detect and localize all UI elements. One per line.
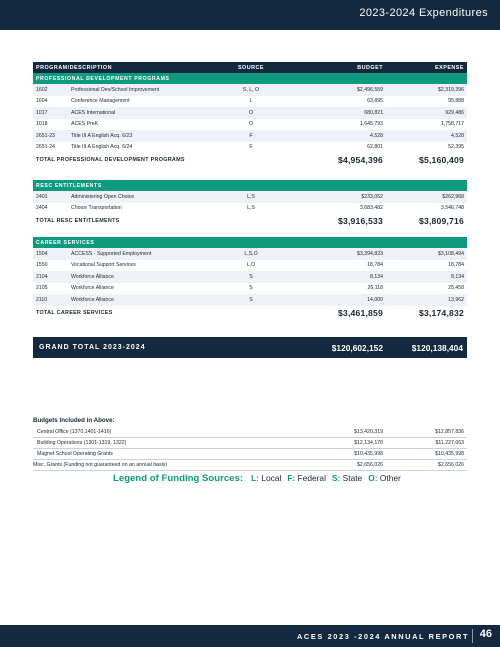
row-expense: 929,486 (445, 109, 464, 116)
row-desc: Workforce Alliance (71, 273, 114, 280)
budget-row-budget: $12,134,170 (354, 440, 383, 446)
section-total-row (33, 306, 467, 320)
section-total-row (33, 153, 467, 167)
col-expense: EXPENSE (435, 64, 464, 71)
row-source: O (248, 121, 254, 128)
table-row (33, 96, 467, 108)
row-budget: 8,134 (370, 273, 383, 280)
legend-title: Legend of Funding Sources: (113, 473, 244, 484)
budget-row-expense: $2,656,026 (438, 462, 464, 468)
table-row (33, 283, 467, 295)
budget-row-label: Misc. Grants (Funding not guaranteed on an annual basis) (33, 462, 168, 468)
table-header (33, 62, 467, 73)
section-professional-development (33, 73, 467, 167)
page-title: 2023-2024 Expenditures (359, 7, 488, 19)
grand-total-label: GRAND TOTAL 2023-2024 (39, 344, 146, 351)
table-row (33, 107, 467, 119)
table-row (33, 271, 467, 283)
total-budget: $4,954,396 (337, 155, 383, 165)
row-expense: 13,962 (448, 296, 464, 303)
row-code: 1602 (36, 86, 48, 93)
row-desc: ACES PreK (71, 121, 99, 128)
legend-label: Local (261, 473, 282, 483)
budget-row-budget: $10,435,998 (354, 451, 383, 457)
row-source: S (249, 285, 253, 292)
row-expense: 52,395 (448, 144, 464, 151)
row-expense: 3,546,748 (440, 205, 464, 212)
report-title: ACES 2023 -2024 ANNUAL REPORT (297, 632, 470, 641)
budget-row (33, 427, 467, 438)
row-budget: 1,645,793 (359, 121, 383, 128)
row-desc: Title III A English Acq. 6/24 (71, 144, 133, 151)
row-source: L,S (247, 205, 255, 212)
row-code: 2104 (36, 273, 48, 280)
col-source: SOURCE (237, 64, 265, 71)
row-budget: $3,394,823 (357, 250, 383, 257)
row-code: 2401 (36, 193, 48, 200)
row-expense: $2,319,396 (438, 86, 464, 93)
total-label: TOTAL CAREER SERVICES (36, 309, 113, 316)
budget-row-label: Central Office (1370,1401-1416) (37, 429, 112, 435)
row-expense: $3,108,494 (438, 250, 464, 257)
budget-row (33, 438, 467, 449)
table-row (33, 260, 467, 272)
row-code: 1018 (36, 121, 48, 128)
row-budget: 4,528 (370, 132, 383, 139)
total-label: TOTAL RESC ENTITLEMENTS (36, 218, 120, 224)
row-budget: $233,052 (361, 193, 383, 200)
row-code: 2110 (36, 296, 48, 303)
budgets-included-title: Budgets Included in Above: (33, 417, 115, 424)
budget-row (33, 460, 467, 471)
row-expense: 4,528 (451, 132, 464, 139)
row-desc: Administering Open Choice (71, 193, 135, 200)
row-budget: 3,683,482 (359, 205, 383, 212)
row-desc: Workforce Alliance (71, 296, 114, 303)
table-row (33, 119, 467, 131)
total-expense: $3,174,832 (418, 307, 464, 318)
legend-label: Other (379, 473, 401, 483)
section-title: RESC ENTITLEMENTS (33, 180, 467, 191)
row-source: O (248, 109, 254, 116)
row-desc: Title III A English Acq. 6/23 (71, 132, 133, 139)
table-row (33, 294, 467, 306)
legend-key: L: (251, 473, 259, 483)
section-career-services (33, 237, 467, 320)
legend-key: S: (331, 473, 341, 483)
table-row (33, 248, 467, 260)
section-total-row (33, 214, 467, 228)
row-desc: ACCESS - Supported Employment (71, 250, 152, 257)
row-expense: 25,458 (448, 285, 464, 292)
page-number: 46 (479, 628, 492, 640)
budgets-included (33, 417, 467, 471)
grand-total-budget: $120,602,152 (331, 342, 383, 353)
legend-key: O: (368, 473, 378, 483)
row-code: 1504 (36, 250, 48, 257)
section-title: PROFESSIONAL DEVELOPMENT PROGRAMS (33, 73, 467, 84)
budget-row-budget: $2,656,026 (357, 462, 383, 468)
row-code: 2651-24 (36, 144, 56, 151)
row-source: L,S,O (244, 250, 258, 257)
row-source: S (249, 296, 253, 303)
row-code: 2404 (36, 205, 48, 212)
row-budget: 63,895 (367, 98, 383, 105)
row-source: S (249, 273, 253, 280)
row-code: 2105 (36, 285, 48, 292)
total-expense: $3,809,716 (418, 216, 464, 226)
row-source: F (249, 132, 253, 139)
row-code: 1017 (36, 109, 48, 116)
row-desc: Professional Dev/School Improvement (71, 86, 160, 93)
budget-row-budget: $13,420,319 (354, 429, 383, 435)
expenditures-table (33, 62, 467, 73)
grand-total-row (33, 337, 467, 358)
legend-label: State (342, 473, 363, 483)
funding-legend (113, 473, 407, 484)
row-budget: $2,496,559 (357, 86, 383, 93)
row-source: L,S (247, 193, 255, 200)
table-row (33, 203, 467, 215)
footer-divider (472, 629, 473, 643)
row-expense: 95,888 (448, 98, 464, 105)
row-code: 1604 (36, 98, 48, 105)
legend-key: F: (287, 473, 296, 483)
grand-total-expense: $120,138,404 (411, 342, 463, 353)
row-expense: 18,784 (448, 262, 464, 269)
total-expense: $5,160,409 (418, 155, 464, 165)
row-source: L,O (246, 262, 256, 269)
row-budget: 14,000 (367, 296, 383, 303)
budget-row-expense: $10,435,998 (435, 451, 464, 457)
legend-item-local (251, 473, 281, 483)
col-budget: BUDGET (357, 64, 383, 71)
budget-row-expense: $11,227,063 (435, 440, 464, 446)
legend-item-state (332, 473, 362, 483)
table-row (33, 142, 467, 154)
row-budget: 680,821 (364, 109, 383, 116)
budget-row-label: Building Operations (1301-1319, 1322) (37, 440, 127, 446)
row-expense: 1,758,717 (440, 121, 464, 128)
legend-item-federal (287, 473, 326, 483)
row-desc: Choice Transportation (71, 205, 122, 212)
legend-item-other (368, 473, 401, 483)
table-row (33, 84, 467, 96)
row-expense: $262,968 (442, 193, 464, 200)
row-expense: 8,134 (451, 273, 464, 280)
total-budget: $3,461,859 (337, 307, 383, 318)
legend-label: Federal (297, 473, 326, 483)
row-desc: Conference Management (71, 98, 130, 105)
row-code: 2651-23 (36, 132, 56, 139)
budget-row-expense: $12,857,836 (435, 429, 464, 435)
table-row (33, 191, 467, 203)
row-budget: 26,118 (367, 285, 383, 292)
row-budget: 18,784 (367, 262, 383, 269)
budget-row-label: Magnet School Operating Grants (37, 451, 113, 457)
row-budget: 62,801 (367, 144, 383, 151)
total-budget: $3,916,533 (337, 216, 383, 226)
row-code: 1550 (36, 262, 48, 269)
budget-row (33, 449, 467, 460)
total-label: TOTAL PROFESSIONAL DEVELOPMENT PROGRAMS (36, 157, 185, 163)
section-title: CAREER SERVICES (33, 237, 467, 248)
row-source: S, L, O (242, 86, 260, 93)
row-desc: ACES International (71, 109, 116, 116)
table-row (33, 130, 467, 142)
row-source: L (249, 98, 253, 105)
col-program: PROGRAM/DESCRIPTION (36, 64, 112, 71)
footer-banner (0, 625, 500, 647)
row-desc: Workforce Alliance (71, 285, 114, 292)
row-source: F (249, 144, 253, 151)
row-desc: Vocational Support Services (71, 262, 136, 269)
section-resc-entitlements (33, 180, 467, 228)
header-banner (0, 0, 500, 30)
